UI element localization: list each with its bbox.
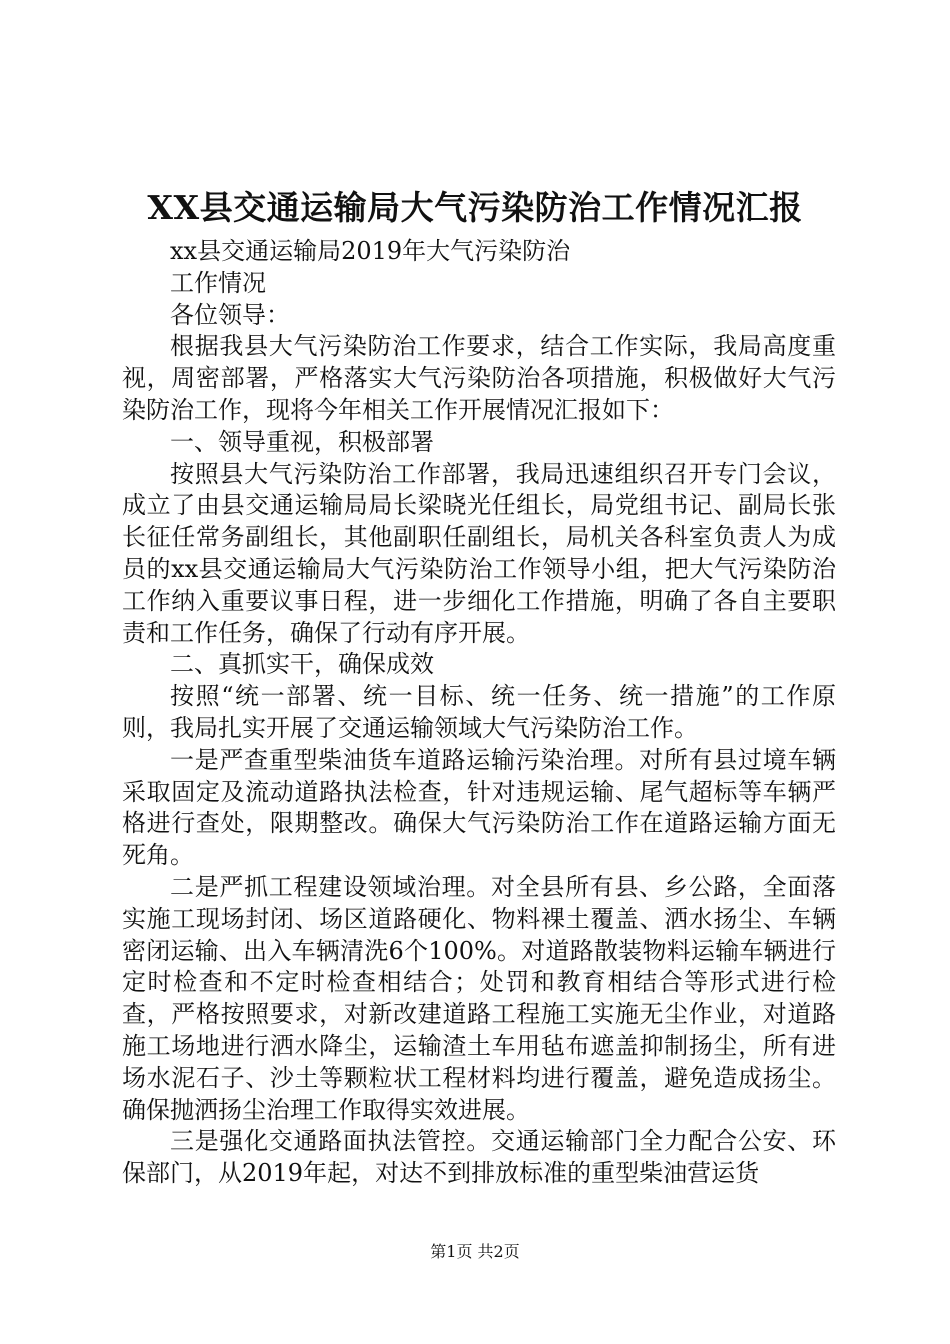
section-heading-1: 一、领导重视，积极部署 (170, 427, 434, 456)
paragraph-item-3: 三是强化交通路面执法管控。交通运输部门全力配合公安、环保部门，从2019年起，对达不到排放标准的重型柴油营运货 (122, 1127, 836, 1188)
paragraph-section-2-intro: 按照“统一部署、统一目标、统一任务、统一措施”的工作原则，我局扎实开展了交通运输领域大气污染防治工作。 (122, 682, 836, 742)
paragraph-section-1: 按照县大气污染防治工作部署，我局迅速组织召开专门会议，成立了由县交通运输局局长梁晓光任组长，局党组书记、副局长张长征任常务副组长，其他副职任副组长，局机关各科室负责人为成员的xx县交通运输局大气污染防治工作领导小组，把大气污染防治工作纳入重要议事日程，进一步细化工作措施，明确了各自主要职责和工作任务，确保了行动有序开展。 (122, 459, 836, 647)
section-heading-2: 二、真抓实干，确保成效 (170, 650, 434, 679)
paragraph-item-2: 二是严抓工程建设领域治理。对全县所有县、乡公路，全面落实施工现场封闭、场区道路硬化、物料裸土覆盖、洒水扬尘、车辆密闭运输、出入车辆清洗6个100%。对道路散装物料运输车辆进行定时检查和不定时检查相结合；处罚和教育相结合等形式进行检查，严格按照要求，对新改建道路工程施工实施无尘作业，对道路施工场地进行洒水降尘，运输渣土车用毡布遮盖抑制扬尘，所有进场水泥石子、沙土等颗粒状工程材料均进行覆盖，避免造成扬尘。确保抛洒扬尘治理工作取得实效进展。 (122, 872, 836, 1124)
paragraph-subtitle-line2: 工作情况 (170, 268, 266, 297)
document-body (122, 236, 836, 1190)
document-title: XX县交通运输局大气污染防治工作情况汇报 (147, 188, 803, 227)
paragraph-salutation: 各位领导： (170, 300, 290, 329)
paragraph-subtitle-line1: xx县交通运输局2019年大气污染防治 (170, 237, 571, 265)
paragraph-intro: 根据我县大气污染防治工作要求，结合工作实际，我局高度重视，周密部署，严格落实大气污染防治各项措施，积极做好大气污染防治工作，现将今年相关工作开展情况汇报如下： (122, 332, 836, 424)
paragraph-item-1: 一是严查重型柴油货车道路运输污染治理。对所有县过境车辆采取固定及流动道路执法检查，针对违规运输、尾气超标等车辆严格进行查处，限期整改。确保大气污染防治工作在道路运输方面无死角。 (122, 745, 836, 870)
page-footer: 第1页 共2页 (430, 1242, 520, 1261)
